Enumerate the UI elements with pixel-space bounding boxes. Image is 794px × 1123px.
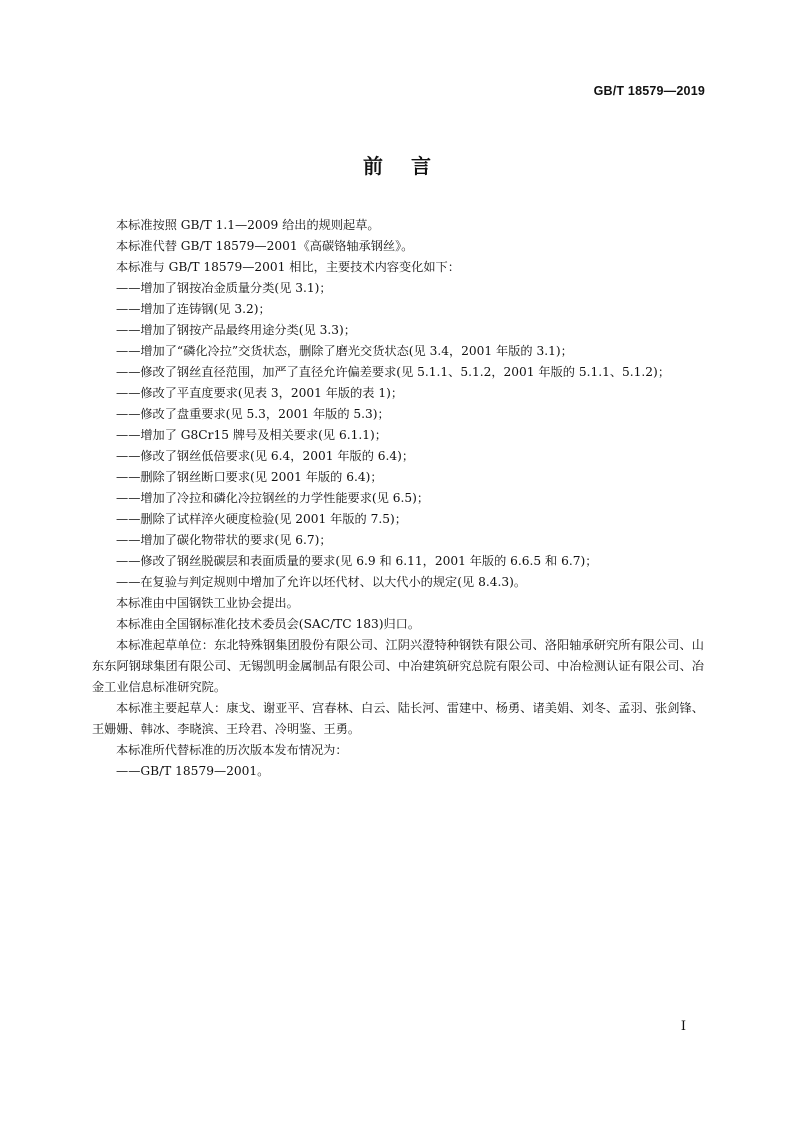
- change-item: ——增加了钢按冶金质量分类(见 3.1)；: [116, 281, 332, 295]
- foreword-body: [92, 215, 704, 782]
- change-item: ——在复验与判定规则中增加了允许以坯代材、以大代小的规定(见 8.4.3)。: [116, 575, 527, 589]
- change-item: ——修改了盘重要求(见 5.3，2001 年版的 5.3)；: [116, 407, 390, 421]
- history-intro: 本标准所代替标准的历次版本发布情况为：: [116, 743, 348, 757]
- change-item: ——增加了连铸钢(见 3.2)；: [116, 302, 271, 316]
- change-item: ——修改了钢丝低倍要求(见 6.4，2001 年版的 6.4)；: [116, 449, 415, 463]
- change-item: ——修改了钢丝直径范围，加严了直径允许偏差要求(见 5.1.1、5.1.2，2001 年版的 5.1.1、5.1.2)；: [116, 365, 671, 379]
- change-item: ——增加了冷拉和磷化冷拉钢丝的力学性能要求(见 6.5)；: [116, 491, 430, 505]
- change-item: ——增加了 G8Cr15 牌号及相关要求(见 6.1.1)；: [116, 428, 387, 442]
- changes-list: [92, 278, 704, 593]
- proposed-by: 本标准由中国钢铁工业协会提出。: [116, 596, 299, 610]
- intro-paragraph: 本标准按照 GB/T 1.1—2009 给出的规则起草。: [116, 218, 380, 232]
- page-title: 前言: [363, 154, 459, 178]
- change-item: ——增加了“磷化冷拉”交货状态，删除了磨光交货状态(见 3.4，2001 年版的 3.1)；: [116, 344, 573, 358]
- drafters: 本标准主要起草人：康戈、谢亚平、宫春林、白云、陆长河、雷建中、杨勇、诸美娟、刘冬、孟羽、张剑锋、王姗姗、韩冰、李晓滨、王玲君、冷明鉴、王勇。: [92, 701, 704, 736]
- page-number: I: [680, 1019, 686, 1034]
- drafting-units: 本标准起草单位：东北特殊钢集团股份有限公司、江阴兴澄特种钢铁有限公司、洛阳轴承研究所有限公司、山东东阿钢球集团有限公司、无锡凯明金属制品有限公司、中冶建筑研究总院有限公司、中冶检测认证有限公司、冶金工业信息标准研究院。: [92, 638, 704, 694]
- standard-code: GB/T 18579—2019: [593, 84, 705, 98]
- intro-paragraph: 本标准与 GB/T 18579—2001 相比，主要技术内容变化如下：: [116, 260, 460, 274]
- change-item: ——增加了钢按产品最终用途分类(见 3.3)；: [116, 323, 356, 337]
- change-item: ——删除了钢丝断口要求(见 2001 年版的 6.4)；: [116, 470, 383, 484]
- change-item: ——修改了平直度要求(见表 3，2001 年版的表 1)；: [116, 386, 404, 400]
- intro-paragraph: 本标准代替 GB/T 18579—2001《高碳铬轴承钢丝》。: [116, 239, 414, 253]
- change-item: ——修改了钢丝脱碳层和表面质量的要求(见 6.9 和 6.11，2001 年版的 6.6.5 和 6.7)；: [116, 554, 598, 568]
- change-item: ——增加了碳化物带状的要求(见 6.7)；: [116, 533, 332, 547]
- managed-by: 本标准由全国钢标准化技术委员会(SAC/TC 183)归口。: [116, 617, 421, 631]
- change-item: ——删除了试样淬火硬度检验(见 2001 年版的 7.5)；: [116, 512, 407, 526]
- history-item: ——GB/T 18579—2001。: [116, 764, 270, 778]
